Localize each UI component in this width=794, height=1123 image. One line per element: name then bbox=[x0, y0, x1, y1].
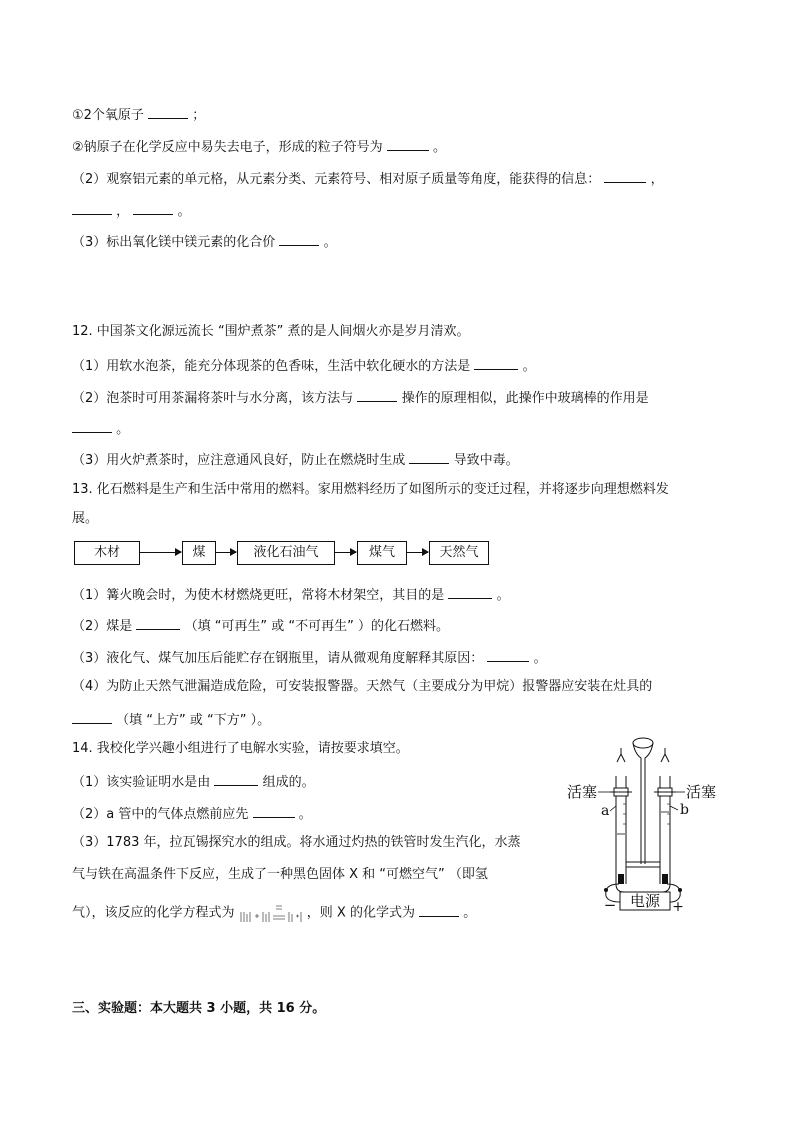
q11-line-5: （3）标出氧化镁中镁元素的化合价 。 bbox=[72, 231, 337, 252]
q13-sub-1: （1）篝火晚会时，为使木材燃烧更旺，常将木材架空，其目的是 。 bbox=[72, 584, 510, 605]
plus-label: + bbox=[672, 899, 684, 915]
flow-arrow bbox=[139, 552, 181, 553]
q14-sub-3-eq: 气），该反应的化学方程式为 ，则 X 的化学式为 。 bbox=[72, 898, 476, 928]
answer-blank[interactable] bbox=[604, 168, 646, 183]
answer-blank[interactable] bbox=[279, 231, 319, 246]
answer-blank[interactable] bbox=[448, 584, 492, 599]
section-header: 三、实验题：本大题共 3 小题，共 16 分。 bbox=[72, 1001, 326, 1016]
q12-sub-2-cont: 。 bbox=[72, 418, 129, 439]
answer-blank[interactable] bbox=[72, 200, 112, 215]
q12-title: 12. 中国茶文化源远流长 “围炉煮茶” 煮的是人间烟火亦是岁月清欢。 bbox=[72, 324, 470, 339]
electrolysis-apparatus-figure bbox=[564, 734, 734, 919]
q12-sub-2: （2）泡茶时可用茶漏将茶叶与水分离，该方法与 操作的原理相似，此操作中玻璃棒的作用是 bbox=[72, 387, 649, 408]
q14-title: 14. 我校化学兴趣小组进行了电解水实验，请按要求填空。 bbox=[72, 741, 409, 756]
answer-blank[interactable] bbox=[357, 387, 397, 402]
answer-blank[interactable] bbox=[474, 355, 518, 370]
answer-blank[interactable] bbox=[419, 902, 459, 917]
q14-sub-2: （2）a 管中的气体点燃前应先 。 bbox=[72, 803, 312, 824]
minus-label: − bbox=[603, 896, 617, 914]
answer-blank[interactable] bbox=[214, 771, 258, 786]
q11-line-3: （2）观察铝元素的单元格，从元素分类、元素符号、相对原子质量等角度，能获得的信息： ， bbox=[72, 168, 664, 189]
answer-blank[interactable] bbox=[487, 647, 529, 662]
flow-box-natural-gas: 天然气 bbox=[429, 541, 489, 565]
q14-sub-3: （3）1783 年，拉瓦锡探究水的组成。将水通过灼热的铁管时发生汽化，水蒸 bbox=[72, 835, 521, 850]
q11-line-1: ①2个氧原子 ； bbox=[72, 104, 205, 125]
flow-box-lpg: 液化石油气 bbox=[237, 541, 335, 565]
answer-blank[interactable] bbox=[253, 803, 295, 818]
q12-sub-1: （1）用软水泡茶，能充分体现茶的色香味，生活中软化硬水的方法是 。 bbox=[72, 355, 536, 376]
q11-line-2: ②钠原子在化学反应中易失去电子，形成的粒子符号为 。 bbox=[72, 136, 446, 157]
flow-box-coal: 煤 bbox=[182, 541, 216, 565]
chemical-equation-image bbox=[239, 898, 303, 928]
q13-title: 13. 化石燃料是生产和生活中常用的燃料。家用燃料经历了如图所示的变迁过程，并将逐步向理想燃料发 bbox=[72, 482, 669, 497]
q12-sub-3: （3）用火炉煮茶时，应注意通风良好，防止在燃烧时生成 导致中毒。 bbox=[72, 449, 519, 470]
q13-sub-2: （2）煤是 （填 “可再生” 或 “不可再生” ）的化石燃料。 bbox=[72, 615, 449, 636]
q11-line-4: ， 。 bbox=[72, 200, 190, 221]
q13-sub-4: （4）为防止天然气泄漏造成危险，可安装报警器。天然气（主要成分为甲烷）报警器应安装在灶具的 bbox=[72, 679, 653, 694]
q14-sub-1: （1）该实验证明水是由 组成的。 bbox=[72, 771, 315, 792]
tube-b-label: b bbox=[680, 802, 689, 818]
flow-arrow bbox=[334, 552, 356, 553]
flow-arrow bbox=[215, 552, 236, 553]
q13-title-cont: 展。 bbox=[72, 511, 99, 526]
answer-blank[interactable] bbox=[148, 104, 188, 119]
answer-blank[interactable] bbox=[136, 615, 180, 630]
answer-blank[interactable] bbox=[387, 136, 429, 151]
answer-blank[interactable] bbox=[72, 418, 112, 433]
power-label: 电源 bbox=[629, 892, 661, 910]
answer-blank[interactable] bbox=[72, 709, 112, 724]
flow-box-coal-gas: 煤气 bbox=[357, 541, 407, 565]
q13-sub-4-cont: （填 “上方” 或 “下方” ）。 bbox=[72, 709, 270, 730]
valve-left-label: 活塞 bbox=[567, 783, 598, 801]
answer-blank[interactable] bbox=[409, 449, 449, 464]
flow-arrow bbox=[406, 552, 428, 553]
flow-box-wood: 木材 bbox=[74, 541, 140, 565]
valve-right-label: 活塞 bbox=[686, 783, 717, 801]
q14-sub-3-cont: 气与铁在高温条件下反应，生成了一种黑色固体 X 和 “可燃空气” （即氢 bbox=[72, 867, 488, 882]
tube-a-label: a bbox=[601, 803, 610, 819]
answer-blank[interactable] bbox=[133, 200, 173, 215]
q13-sub-3: （3）液化气、煤气加压后能贮存在钢瓶里，请从微观角度解释其原因： 。 bbox=[72, 647, 547, 668]
